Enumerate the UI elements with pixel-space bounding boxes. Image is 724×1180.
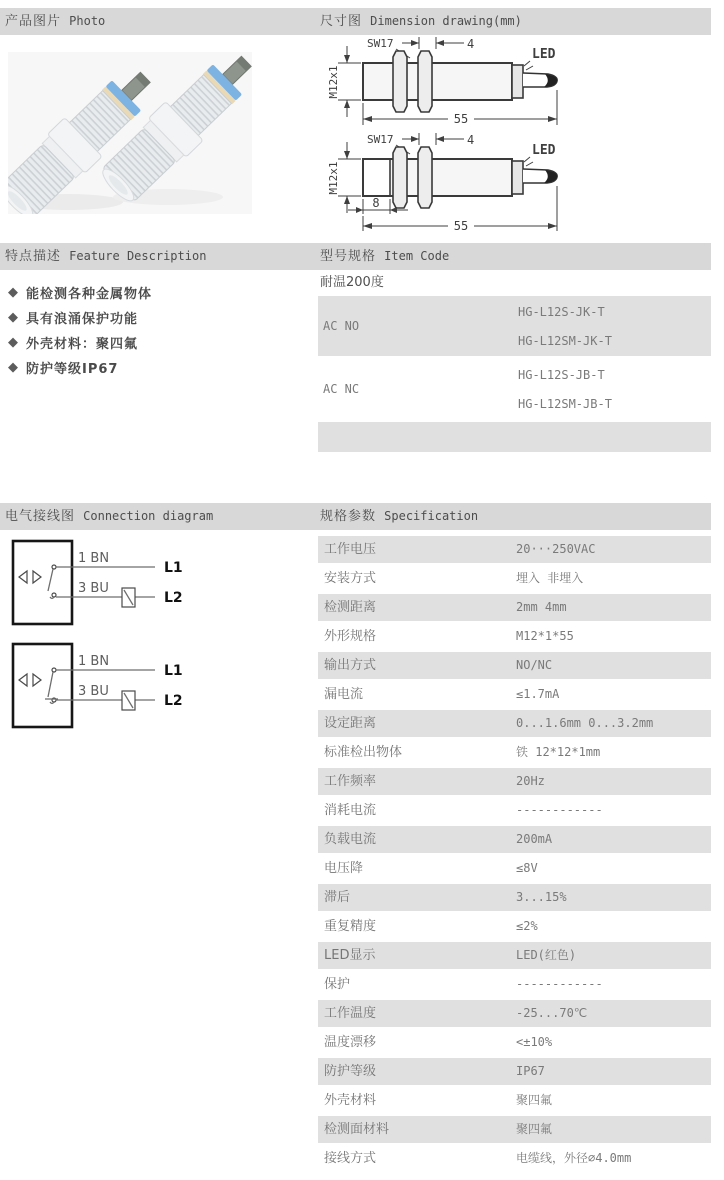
spec-row bbox=[318, 942, 711, 971]
feature-text: 能检测各种金属物体 bbox=[26, 287, 153, 302]
nut-width-label: 4 bbox=[467, 37, 475, 51]
feature-item bbox=[8, 280, 303, 305]
product-photo-image bbox=[8, 52, 252, 214]
connection-section-title bbox=[5, 503, 213, 530]
diamond-bullet-icon: ◆ bbox=[8, 360, 18, 375]
photo-title-zh: 产品图片 bbox=[5, 14, 62, 29]
feature-item bbox=[8, 355, 303, 380]
spec-value: 3...15% bbox=[516, 890, 567, 904]
diamond-bullet-icon: ◆ bbox=[8, 310, 18, 325]
spec-row bbox=[318, 971, 711, 1000]
spec-label: 工作频率 bbox=[324, 774, 377, 789]
spec-row bbox=[318, 1058, 711, 1087]
tip-length-label: 8 bbox=[372, 196, 380, 210]
length-label: 55 bbox=[453, 219, 469, 233]
item-code-value: HG-L12SM-JB-T bbox=[518, 397, 612, 411]
spec-value: <±10% bbox=[516, 1035, 553, 1049]
spec-row bbox=[318, 710, 711, 739]
spec-value: LED(红色) bbox=[516, 948, 577, 962]
item-code-value: HG-L12S-JK-T bbox=[518, 305, 605, 319]
spec-row bbox=[318, 1000, 711, 1029]
connection-title-en: Connection diagram bbox=[83, 509, 214, 523]
spec-row bbox=[318, 652, 711, 681]
spec-label: 消耗电流 bbox=[324, 803, 377, 818]
item-code-cell bbox=[518, 296, 711, 356]
spec-value: 2mm 4mm bbox=[516, 600, 567, 614]
terminal1-label: L1 bbox=[164, 560, 183, 576]
diamond-bullet-icon: ◆ bbox=[8, 335, 18, 350]
spec-label: 电压降 bbox=[324, 861, 364, 876]
spec-value: ≤2% bbox=[516, 919, 538, 933]
spec-label: 重复精度 bbox=[324, 919, 377, 934]
spec-value: NO/NC bbox=[516, 658, 553, 672]
spec-value: IP67 bbox=[516, 1064, 545, 1078]
spec-row bbox=[318, 623, 711, 652]
connection-diagram bbox=[8, 533, 308, 748]
spec-label: 设定距离 bbox=[324, 716, 377, 731]
specification-title-zh: 规格参数 bbox=[320, 509, 377, 524]
spec-value: ------------ bbox=[516, 977, 603, 991]
sw17-label: SW17 bbox=[367, 133, 394, 146]
spec-value: 铁 12*12*1mm bbox=[516, 745, 601, 759]
item-code-note: 耐温200度 bbox=[320, 275, 384, 290]
spec-value: ≤1.7mA bbox=[516, 687, 560, 701]
section-bar-middle bbox=[0, 243, 711, 270]
diamond-bullet-icon: ◆ bbox=[8, 285, 18, 300]
item-code-table bbox=[318, 296, 711, 452]
spec-label: 检测面材料 bbox=[324, 1122, 390, 1137]
section-bar-top bbox=[0, 8, 711, 35]
section-bar-bottom bbox=[0, 503, 711, 530]
item-code-value: HG-L12SM-JK-T bbox=[518, 334, 612, 348]
spec-value: 0...1.6mm 0...3.2mm bbox=[516, 716, 654, 730]
spec-label: 检测距离 bbox=[324, 600, 377, 615]
spec-label: 接线方式 bbox=[324, 1151, 377, 1166]
spec-value: ≤8V bbox=[516, 861, 538, 875]
spec-label: 输出方式 bbox=[324, 658, 377, 673]
led-label: LED bbox=[532, 47, 556, 62]
dimension-section-title bbox=[320, 8, 522, 35]
spec-label: 滞后 bbox=[324, 890, 351, 905]
connection-title-zh: 电气接线图 bbox=[5, 509, 76, 524]
thread-label: M12x1 bbox=[327, 65, 340, 99]
specification-table bbox=[318, 536, 711, 1174]
spec-row bbox=[318, 1116, 711, 1145]
spec-row bbox=[318, 1029, 711, 1058]
spec-label: 工作温度 bbox=[324, 1006, 377, 1021]
wire2-label: 3 BU bbox=[78, 684, 109, 699]
spec-label: 安装方式 bbox=[324, 571, 377, 586]
spec-value: 200mA bbox=[516, 832, 553, 846]
terminal1-label: L1 bbox=[164, 663, 183, 679]
spec-label: 负载电流 bbox=[324, 832, 377, 847]
dimension-drawing-nonflush bbox=[320, 132, 710, 236]
specification-section-title bbox=[320, 503, 478, 530]
spec-row bbox=[318, 884, 711, 913]
led-label: LED bbox=[532, 143, 556, 158]
feature-section-title bbox=[5, 243, 206, 270]
photo-section-title bbox=[5, 8, 105, 35]
wire1-label: 1 BN bbox=[78, 551, 110, 566]
spec-value: 电缆线，外径∅4.0mm bbox=[516, 1151, 632, 1165]
spec-label: 工作电压 bbox=[324, 542, 377, 557]
spec-value: 聚四氟 bbox=[516, 1093, 553, 1107]
terminal2-label: L2 bbox=[164, 693, 183, 709]
product-photo bbox=[8, 52, 252, 214]
spec-label: 外壳材料 bbox=[324, 1093, 377, 1108]
spec-row bbox=[318, 565, 711, 594]
spec-row bbox=[318, 1087, 711, 1116]
spec-value: 20···250VAC bbox=[516, 542, 596, 556]
item-code-row bbox=[318, 359, 711, 419]
output-type-cell: AC NC bbox=[323, 382, 360, 396]
spec-label: 保护 bbox=[324, 977, 351, 992]
item-code-title-en: Item Code bbox=[384, 249, 450, 263]
spec-value: 聚四氟 bbox=[516, 1122, 553, 1136]
feature-item bbox=[8, 330, 303, 355]
spec-label: LED显示 bbox=[324, 948, 376, 963]
feature-item bbox=[8, 305, 303, 330]
nut-width-label: 4 bbox=[467, 133, 475, 147]
spec-value: M12*1*55 bbox=[516, 629, 574, 643]
item-code-value: HG-L12S-JB-T bbox=[518, 368, 605, 382]
item-code-title-zh: 型号规格 bbox=[320, 249, 377, 264]
connection-diagram-no bbox=[13, 541, 183, 624]
item-code-cell bbox=[518, 359, 711, 419]
wire2-label: 3 BU bbox=[78, 581, 109, 596]
spec-row bbox=[318, 681, 711, 710]
thread-label: M12x1 bbox=[327, 161, 340, 195]
output-type-cell: AC NO bbox=[323, 319, 360, 333]
feature-text: 防护等级IP67 bbox=[26, 362, 119, 377]
feature-text: 外壳材料：聚四氟 bbox=[26, 337, 139, 352]
specification-title-en: Specification bbox=[384, 509, 479, 523]
spec-label: 标准检出物体 bbox=[324, 745, 403, 760]
feature-list bbox=[8, 280, 303, 380]
dimension-title-zh: 尺寸图 bbox=[320, 14, 363, 29]
item-code-section-title bbox=[320, 243, 449, 270]
spec-label: 外形规格 bbox=[324, 629, 377, 644]
feature-title-zh: 特点描述 bbox=[5, 249, 62, 264]
spec-value: 埋入 非埋入 bbox=[516, 571, 584, 585]
terminal2-label: L2 bbox=[164, 590, 183, 606]
sw17-label: SW17 bbox=[367, 37, 394, 50]
photo-title-en: Photo bbox=[69, 14, 106, 28]
spec-value: ------------ bbox=[516, 803, 603, 817]
spec-value: -25...70℃ bbox=[516, 1006, 588, 1020]
length-label: 55 bbox=[453, 112, 469, 126]
spec-label: 温度漂移 bbox=[324, 1035, 377, 1050]
spec-row bbox=[318, 768, 711, 797]
item-code-empty-row bbox=[318, 422, 711, 452]
wire1-label: 1 BN bbox=[78, 654, 110, 669]
feature-title-en: Feature Description bbox=[69, 249, 207, 263]
dimension-title-en: Dimension drawing(mm) bbox=[370, 14, 522, 28]
spec-row bbox=[318, 1145, 711, 1174]
item-code-row bbox=[318, 296, 711, 356]
spec-row bbox=[318, 536, 711, 565]
spec-row bbox=[318, 826, 711, 855]
feature-text: 具有浪涌保护功能 bbox=[26, 312, 139, 327]
spec-value: 20Hz bbox=[516, 774, 545, 788]
spec-row bbox=[318, 797, 711, 826]
spec-label: 漏电流 bbox=[324, 687, 364, 702]
spec-row bbox=[318, 594, 711, 623]
spec-row bbox=[318, 913, 711, 942]
spec-label: 防护等级 bbox=[324, 1064, 377, 1079]
spec-row bbox=[318, 855, 711, 884]
spec-row bbox=[318, 739, 711, 768]
dimension-drawing-flush bbox=[320, 36, 710, 130]
connection-diagram-nc bbox=[13, 644, 183, 727]
